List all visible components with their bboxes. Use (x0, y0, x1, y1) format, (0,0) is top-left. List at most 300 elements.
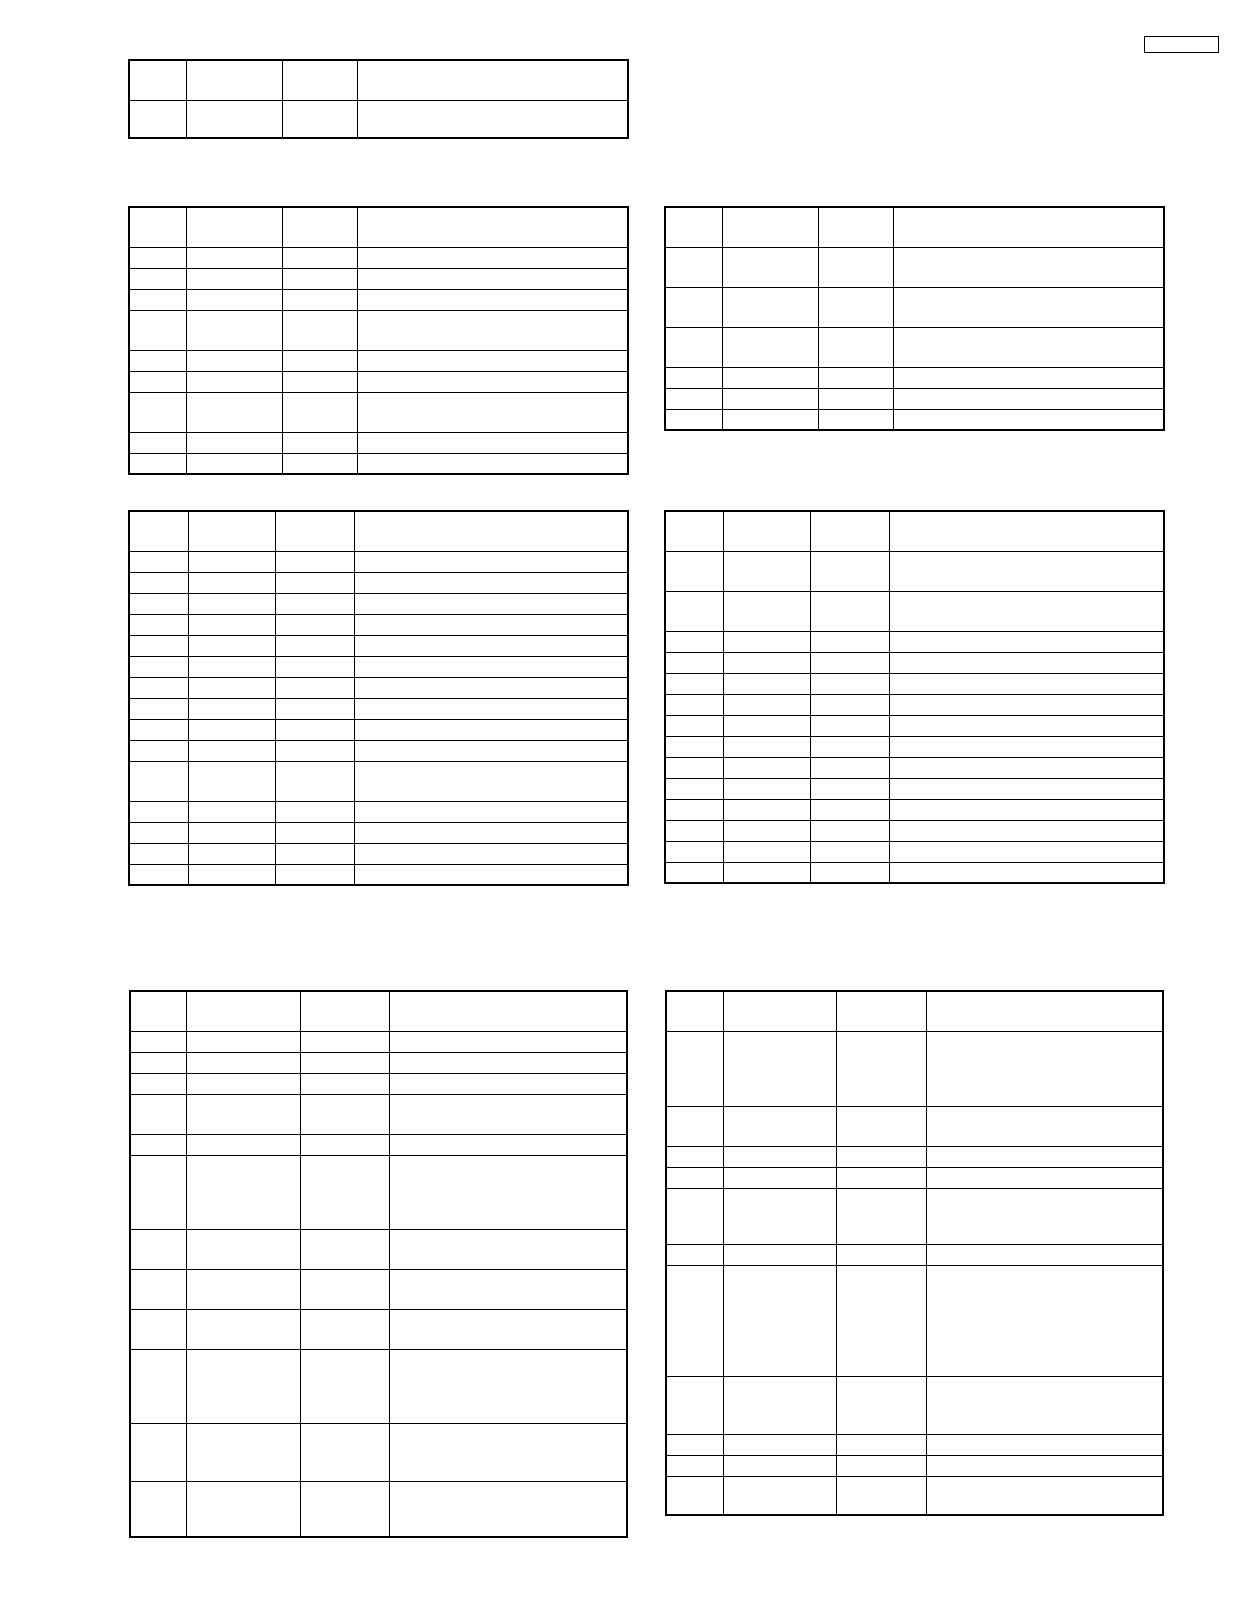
table-cell (275, 614, 354, 635)
table-row (665, 631, 1164, 652)
table-cell (130, 1349, 186, 1423)
table-row (129, 551, 628, 572)
table-cell (357, 392, 628, 432)
table-row (666, 1376, 1163, 1434)
table-cell (723, 1031, 836, 1106)
table-cell (723, 1455, 836, 1476)
table-cell (810, 652, 889, 673)
table-cell (666, 1031, 723, 1106)
table-row (129, 698, 628, 719)
table-cell (665, 715, 723, 736)
table-cell (129, 247, 186, 268)
table-cell (836, 1455, 926, 1476)
table-cell (723, 591, 810, 631)
table-cell (810, 631, 889, 652)
table-cell (282, 310, 357, 350)
table-row (665, 247, 1164, 287)
table-cell (188, 656, 275, 677)
header-cell (275, 511, 354, 551)
table-cell (665, 799, 723, 820)
table-cell (723, 778, 810, 799)
table-cell (926, 1188, 1163, 1244)
table-row (129, 371, 628, 392)
table-cell (389, 1269, 627, 1309)
table-cell (186, 268, 282, 289)
table-cell (186, 1309, 300, 1349)
table-cell (665, 388, 722, 409)
table-cell (665, 367, 722, 388)
table-cell (666, 1376, 723, 1434)
table-row (129, 801, 628, 822)
table-cell (389, 1481, 627, 1537)
table-cell (354, 572, 628, 593)
table-cell (129, 551, 188, 572)
table-cell (186, 1073, 300, 1094)
table-row (130, 1309, 627, 1349)
table-cell (926, 1476, 1163, 1515)
table-cell (810, 841, 889, 862)
table-cell (889, 694, 1164, 715)
table-cell (810, 820, 889, 841)
table-cell (836, 1188, 926, 1244)
table-cell (186, 100, 282, 138)
table-cell (130, 1229, 186, 1269)
table-cell (665, 247, 722, 287)
table-row (665, 327, 1164, 367)
table-cell (300, 1349, 389, 1423)
data-table (128, 510, 629, 886)
table-row (130, 1031, 627, 1052)
table-cell (723, 1376, 836, 1434)
table-cell (300, 1229, 389, 1269)
table-cell (836, 1265, 926, 1376)
table-cell (354, 656, 628, 677)
table-cell (810, 715, 889, 736)
table-cell (665, 841, 723, 862)
table-cell (357, 432, 628, 453)
table-cell (666, 1455, 723, 1476)
table-cell (188, 822, 275, 843)
table-row (129, 268, 628, 289)
header-cell (300, 991, 389, 1031)
table-cell (130, 1073, 186, 1094)
table-cell (665, 287, 722, 327)
table-cell (354, 698, 628, 719)
header-cell (282, 207, 357, 247)
table-cell (723, 1188, 836, 1244)
table-cell (129, 350, 186, 371)
table-cell (818, 247, 893, 287)
table-cell (300, 1269, 389, 1309)
table-cell (300, 1031, 389, 1052)
table-cell (389, 1073, 627, 1094)
table-cell (129, 843, 188, 864)
table-cell (186, 247, 282, 268)
table-cell (129, 635, 188, 656)
header-cell (186, 60, 282, 100)
table-cell (129, 100, 186, 138)
table-cell (926, 1455, 1163, 1476)
table-cell (129, 677, 188, 698)
data-table (129, 990, 628, 1538)
table-row (129, 247, 628, 268)
table-cell (889, 778, 1164, 799)
table-cell (926, 1434, 1163, 1455)
table-cell (354, 677, 628, 698)
table-cell (300, 1481, 389, 1537)
table-cell (275, 677, 354, 698)
table-cell (818, 409, 893, 430)
table-row (130, 1073, 627, 1094)
table-cell (926, 1265, 1163, 1376)
table-cell (665, 652, 723, 673)
table-row (129, 593, 628, 614)
table-cell (186, 1134, 300, 1155)
table-row (129, 677, 628, 698)
table-cell (130, 1155, 186, 1229)
table-cell (722, 367, 818, 388)
table-row (129, 100, 628, 138)
table-row (129, 432, 628, 453)
table-cell (810, 862, 889, 883)
table-cell (810, 799, 889, 820)
data-table (128, 59, 629, 139)
table-cell (723, 673, 810, 694)
table-cell (282, 247, 357, 268)
table-cell (665, 591, 723, 631)
table-cell (818, 367, 893, 388)
table-row (129, 635, 628, 656)
table-cell (275, 572, 354, 593)
table-row (129, 719, 628, 740)
table-row (665, 591, 1164, 631)
table-cell (810, 673, 889, 694)
table-cell (810, 757, 889, 778)
table-cell (389, 1349, 627, 1423)
table-cell (810, 591, 889, 631)
table-row (129, 822, 628, 843)
table-row (665, 799, 1164, 820)
table-row (129, 614, 628, 635)
table-cell (666, 1106, 723, 1146)
table-cell (129, 572, 188, 593)
table-cell (129, 310, 186, 350)
table-cell (889, 799, 1164, 820)
table-cell (926, 1167, 1163, 1188)
table-cell (186, 1229, 300, 1269)
table-cell (389, 1155, 627, 1229)
table-row (666, 1455, 1163, 1476)
table-row (666, 1188, 1163, 1244)
table-cell (282, 453, 357, 474)
header-cell (810, 511, 889, 551)
table-cell (723, 757, 810, 778)
table-cell (722, 409, 818, 430)
table-row (665, 409, 1164, 430)
table-cell (129, 614, 188, 635)
table-cell (723, 1106, 836, 1146)
table-cell (836, 1146, 926, 1167)
table-cell (357, 247, 628, 268)
table-row (665, 388, 1164, 409)
header-cell (723, 991, 836, 1031)
table-cell (129, 822, 188, 843)
table-row (665, 841, 1164, 862)
table-row (130, 1155, 627, 1229)
header-cell (665, 511, 723, 551)
table-cell (188, 635, 275, 656)
table-cell (354, 635, 628, 656)
table-cell (666, 1265, 723, 1376)
table-row (129, 761, 628, 801)
table-header-row (665, 207, 1164, 247)
table-cell (282, 371, 357, 392)
table-cell (186, 1155, 300, 1229)
table-cell (722, 247, 818, 287)
table-row (129, 864, 628, 885)
table-row (666, 1244, 1163, 1265)
table-cell (836, 1376, 926, 1434)
header-cell (357, 60, 628, 100)
table-row (666, 1265, 1163, 1376)
table-cell (665, 631, 723, 652)
table-cell (723, 736, 810, 757)
table-cell (130, 1423, 186, 1481)
table-cell (130, 1309, 186, 1349)
table-cell (810, 694, 889, 715)
table-cell (666, 1146, 723, 1167)
table-cell (893, 388, 1164, 409)
table-cell (357, 289, 628, 310)
table-row (129, 289, 628, 310)
table-cell (723, 1146, 836, 1167)
table-cell (186, 1052, 300, 1073)
table-cell (186, 1094, 300, 1134)
table-cell (186, 453, 282, 474)
table-cell (354, 614, 628, 635)
table-cell (354, 719, 628, 740)
table-row (666, 1146, 1163, 1167)
table-cell (665, 673, 723, 694)
table-cell (723, 841, 810, 862)
table-cell (723, 1265, 836, 1376)
table-cell (130, 1031, 186, 1052)
table-row (129, 843, 628, 864)
table-cell (354, 822, 628, 843)
table-cell (357, 310, 628, 350)
table-cell (129, 289, 186, 310)
data-table (128, 206, 629, 475)
table-cell (723, 862, 810, 883)
table-cell (129, 593, 188, 614)
table-cell (186, 1481, 300, 1537)
table-cell (186, 289, 282, 310)
data-table (665, 990, 1164, 1516)
table-cell (665, 820, 723, 841)
table-cell (666, 1167, 723, 1188)
table-cell (889, 736, 1164, 757)
table-cell (186, 1349, 300, 1423)
table-cell (926, 1244, 1163, 1265)
header-cell (722, 207, 818, 247)
table-cell (389, 1423, 627, 1481)
table-cell (893, 327, 1164, 367)
header-cell (186, 991, 300, 1031)
table-cell (665, 551, 723, 591)
header-cell (357, 207, 628, 247)
table-cell (893, 367, 1164, 388)
table-row (666, 1031, 1163, 1106)
table-cell (282, 432, 357, 453)
table-cell (129, 268, 186, 289)
table-cell (723, 652, 810, 673)
table-row (129, 350, 628, 371)
table-cell (282, 350, 357, 371)
table-cell (836, 1434, 926, 1455)
table-cell (357, 100, 628, 138)
table-cell (354, 864, 628, 885)
header-cell (354, 511, 628, 551)
table-cell (186, 350, 282, 371)
table-row (129, 656, 628, 677)
table-row (130, 1229, 627, 1269)
table-cell (129, 761, 188, 801)
table-cell (188, 761, 275, 801)
table-header-row (129, 511, 628, 551)
table-cell (300, 1094, 389, 1134)
table-cell (723, 1244, 836, 1265)
table-cell (300, 1134, 389, 1155)
table-cell (723, 715, 810, 736)
table-cell (665, 778, 723, 799)
table-header-row (666, 991, 1163, 1031)
table-cell (893, 409, 1164, 430)
table-cell (129, 656, 188, 677)
table-cell (389, 1229, 627, 1269)
data-table (664, 206, 1165, 431)
table-cell (188, 698, 275, 719)
table-cell (188, 843, 275, 864)
table-row (130, 1134, 627, 1155)
table-cell (889, 673, 1164, 694)
header-cell (665, 207, 722, 247)
table-header-row (665, 511, 1164, 551)
table-cell (836, 1476, 926, 1515)
table-cell (357, 268, 628, 289)
table-cell (893, 287, 1164, 327)
table-cell (889, 551, 1164, 591)
table-cell (354, 593, 628, 614)
table-cell (389, 1309, 627, 1349)
table-cell (275, 864, 354, 885)
table-cell (926, 1376, 1163, 1434)
table-cell (836, 1031, 926, 1106)
table-row (130, 1349, 627, 1423)
table-cell (300, 1155, 389, 1229)
table-cell (889, 757, 1164, 778)
table-cell (926, 1146, 1163, 1167)
table-cell (357, 371, 628, 392)
table-cell (889, 652, 1164, 673)
table-cell (389, 1094, 627, 1134)
table-cell (129, 432, 186, 453)
table-row (666, 1167, 1163, 1188)
header-cell (282, 60, 357, 100)
table-cell (188, 614, 275, 635)
table-cell (188, 719, 275, 740)
table-cell (354, 801, 628, 822)
header-cell (129, 60, 186, 100)
header-cell (129, 511, 188, 551)
table-cell (275, 551, 354, 572)
header-cell (836, 991, 926, 1031)
table-row (130, 1094, 627, 1134)
table-cell (723, 551, 810, 591)
table-cell (665, 327, 722, 367)
table-cell (889, 591, 1164, 631)
table-cell (889, 820, 1164, 841)
table-cell (275, 635, 354, 656)
header-cell (926, 991, 1163, 1031)
header-cell (893, 207, 1164, 247)
table-row (129, 740, 628, 761)
table-cell (300, 1052, 389, 1073)
table-row (130, 1269, 627, 1309)
table-cell (275, 719, 354, 740)
table-cell (818, 388, 893, 409)
table-cell (354, 740, 628, 761)
table-cell (389, 1134, 627, 1155)
table-cell (129, 698, 188, 719)
table-cell (275, 761, 354, 801)
table-row (665, 757, 1164, 778)
table-cell (186, 392, 282, 432)
table-row (665, 694, 1164, 715)
table-cell (722, 388, 818, 409)
table-cell (282, 100, 357, 138)
table-row (666, 1476, 1163, 1515)
table-cell (275, 801, 354, 822)
table-cell (300, 1309, 389, 1349)
table-cell (893, 247, 1164, 287)
header-cell (666, 991, 723, 1031)
table-cell (666, 1244, 723, 1265)
table-header-row (129, 60, 628, 100)
table-cell (836, 1106, 926, 1146)
page-number-box (1144, 36, 1219, 53)
table-row (665, 736, 1164, 757)
header-cell (818, 207, 893, 247)
table-cell (723, 820, 810, 841)
table-cell (275, 593, 354, 614)
table-row (665, 778, 1164, 799)
table-cell (188, 864, 275, 885)
table-row (129, 453, 628, 474)
table-row (666, 1106, 1163, 1146)
table-cell (889, 841, 1164, 862)
table-row (665, 820, 1164, 841)
table-cell (282, 268, 357, 289)
table-cell (666, 1476, 723, 1515)
table-cell (275, 698, 354, 719)
table-cell (186, 1423, 300, 1481)
table-cell (275, 740, 354, 761)
table-cell (130, 1269, 186, 1309)
table-cell (810, 551, 889, 591)
table-row (130, 1423, 627, 1481)
table-cell (665, 694, 723, 715)
table-cell (926, 1031, 1163, 1106)
